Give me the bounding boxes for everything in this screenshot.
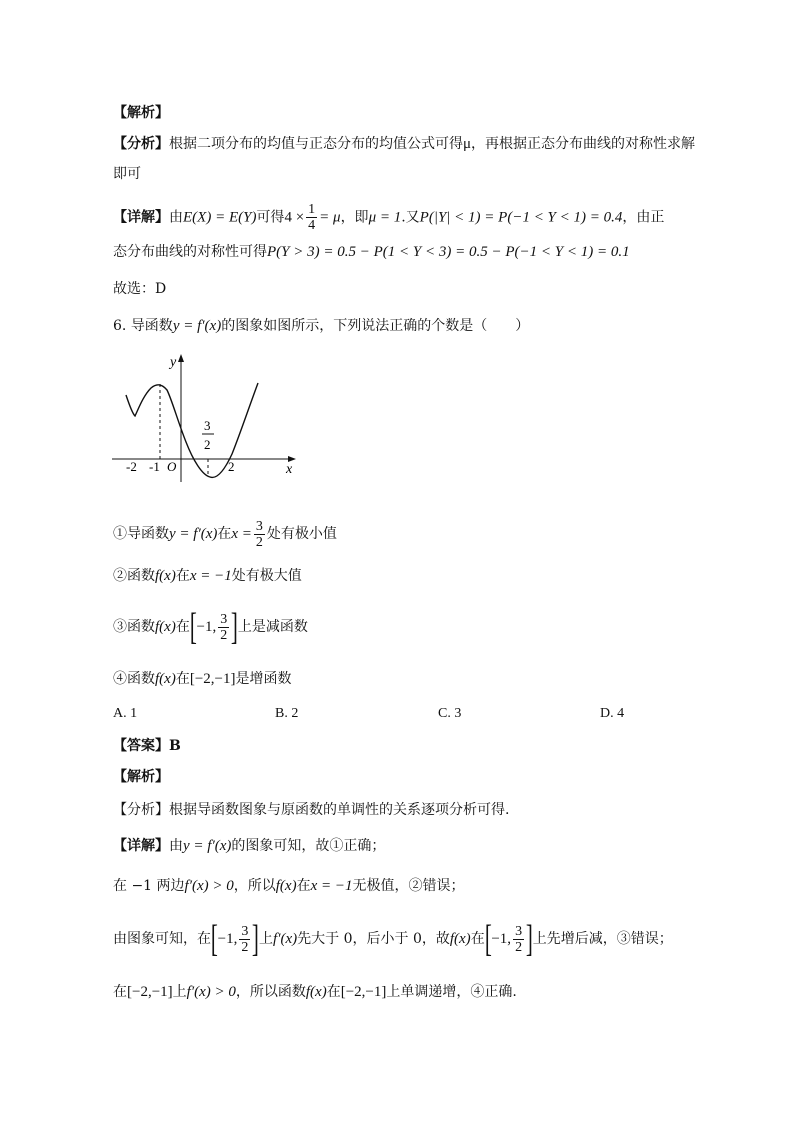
- tick-label-neg2: -2: [126, 459, 137, 474]
- answer-fenxi: 【分析】根据导函数图象与原函数的单调性的关系逐项分析可得.: [113, 802, 510, 818]
- statement-4: ④函数f(x)在[−2,−1]是增函数: [113, 671, 292, 687]
- answer-detail-4: 在[−2,−1]上f′(x) > 0，所以函数f(x)在[−2,−1]上单调递增，④正确.: [113, 984, 517, 1000]
- jiexi-heading: 【解析】: [113, 105, 169, 121]
- xiangjie-paragraph-cont: 态分布曲线的对称性可得P(Y > 3) = 0.5 − P(1 < Y < 3) = 0.5 − P(−1 < Y < 1) = 0.1: [113, 244, 630, 260]
- origin-label: O: [167, 459, 177, 474]
- option-d: D. 4: [600, 706, 625, 721]
- answer-detail-3: 由图象可知，在[−1, $\frac{3}{2}$ ]上f′(x)先大于 0，后小于 0，故f(x)在[−1, $\frac{3}{2}$ ]上先增后减，③错误；: [113, 918, 673, 960]
- fraction-1-4: $\frac{1}{4}$: [308, 202, 316, 233]
- answer-choice-line: 故选：D: [113, 281, 167, 297]
- statement-3: ③函数f(x)在[−1, $\frac{3}{2}$ ]上是减函数: [113, 606, 308, 648]
- tick-label-3-2-den: 2: [204, 437, 211, 452]
- fenxi-paragraph: 【分析】根据二项分布的均值与正态分布的均值公式可得μ，再根据正态分布曲线的对称性求解: [113, 136, 696, 152]
- y-axis-arrow: [178, 354, 184, 362]
- answer-detail-1: 【详解】由y = f′(x)的图象可知，故①正确；: [113, 838, 386, 854]
- option-a: A. 1: [113, 706, 138, 721]
- tick-label-3-2-num: 3: [204, 418, 211, 433]
- y-label: y: [170, 355, 177, 370]
- xiangjie-paragraph: 【详解】由E(X) = E(Y)可得4 × $\frac{1}{4}$ = μ，即μ = 1.又P(|Y| < 1) = P(−1 < Y < 1) = 0.4，由正: [113, 202, 665, 233]
- statement-2: ②函数f(x)在x = −1处有极大值: [113, 568, 302, 584]
- option-b: B. 2: [275, 706, 299, 721]
- answer-jiexi-heading: 【解析】: [113, 769, 169, 785]
- x-label: x: [286, 462, 293, 477]
- option-c: C. 3: [438, 706, 462, 721]
- derivative-graph: [110, 352, 310, 482]
- statement-1: ①导函数y = f′(x)在x = $\frac{3}{2}$ 处有极小值: [113, 518, 337, 550]
- question-stem: 6. 导函数y = f′(x)的图象如图所示，下列说法正确的个数是（ ）: [113, 318, 530, 334]
- fenxi-paragraph-cont: 即可: [113, 166, 141, 182]
- answer-detail-2: 在 −1 两边f′(x) > 0，所以f(x)在x = −1无极值，②错误；: [113, 878, 465, 894]
- tick-label-neg1: -1: [149, 459, 160, 474]
- tick-label-2: 2: [228, 459, 235, 474]
- answer-heading: 【答案】B: [113, 738, 181, 754]
- derivative-curve: [126, 383, 258, 477]
